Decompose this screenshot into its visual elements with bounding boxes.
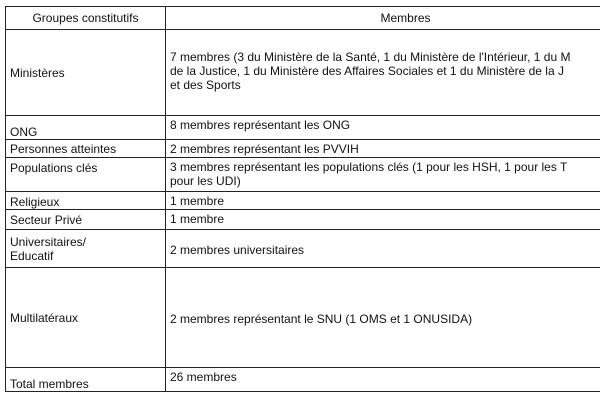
group-label: Populations clés bbox=[10, 161, 98, 175]
members-cell: 26 membres bbox=[166, 368, 600, 392]
group-line: Educatif bbox=[10, 248, 54, 263]
members-cell: 1 membre bbox=[166, 192, 600, 210]
group-cell: Secteur Privé bbox=[6, 210, 166, 230]
table-row-multilateraux bbox=[6, 268, 600, 368]
table-row-universitaires bbox=[6, 230, 600, 268]
group-cell: Total membres bbox=[6, 368, 166, 392]
members-cell: 8 membres représentant les ONG bbox=[166, 116, 600, 140]
members-line: de la Justice, 1 du Ministère des Affaires Sociales et 1 du Ministère de la J bbox=[170, 64, 564, 78]
group-cell bbox=[6, 158, 166, 192]
group-cell bbox=[6, 230, 166, 268]
header-groups: Groupes constitutifs bbox=[6, 7, 166, 30]
table-row-populations bbox=[6, 158, 600, 192]
members-line: 7 membres (3 du Ministère de la Santé, 1 du Ministère de l'Intérieur, 1 du M bbox=[170, 50, 571, 64]
members-cell: 1 membre bbox=[166, 210, 600, 230]
group-cell: Multilatéraux bbox=[6, 268, 166, 368]
members-cell bbox=[166, 30, 600, 116]
header-members: Membres bbox=[166, 7, 600, 30]
members-cell: 2 membres universitaires bbox=[166, 230, 600, 268]
members-line: pour les UDI) bbox=[170, 174, 241, 188]
table-row-prive bbox=[6, 210, 600, 230]
table-row-ong bbox=[6, 116, 600, 140]
group-cell: Ministères bbox=[6, 30, 166, 116]
table-header-row bbox=[6, 7, 600, 30]
table-row-personnes bbox=[6, 140, 600, 158]
members-line: 3 membres représentant les populations clés (1 pour les HSH, 1 pour les T bbox=[170, 160, 568, 174]
table-row-total bbox=[6, 368, 600, 392]
membership-table bbox=[5, 6, 600, 392]
members-cell: 2 membres représentant le SNU (1 OMS et 1 ONUSIDA) bbox=[166, 268, 600, 368]
members-cell: 2 membres représentant les PVVIH bbox=[166, 140, 600, 158]
group-cell: ONG bbox=[6, 116, 166, 140]
group-cell: Personnes atteintes bbox=[6, 140, 166, 158]
group-line: Universitaires/ bbox=[10, 234, 87, 249]
members-cell bbox=[166, 158, 600, 192]
table-row-ministeres bbox=[6, 30, 600, 116]
table-row-religieux bbox=[6, 192, 600, 210]
group-cell: Religieux bbox=[6, 192, 166, 210]
members-line: et des Sports bbox=[170, 78, 241, 92]
